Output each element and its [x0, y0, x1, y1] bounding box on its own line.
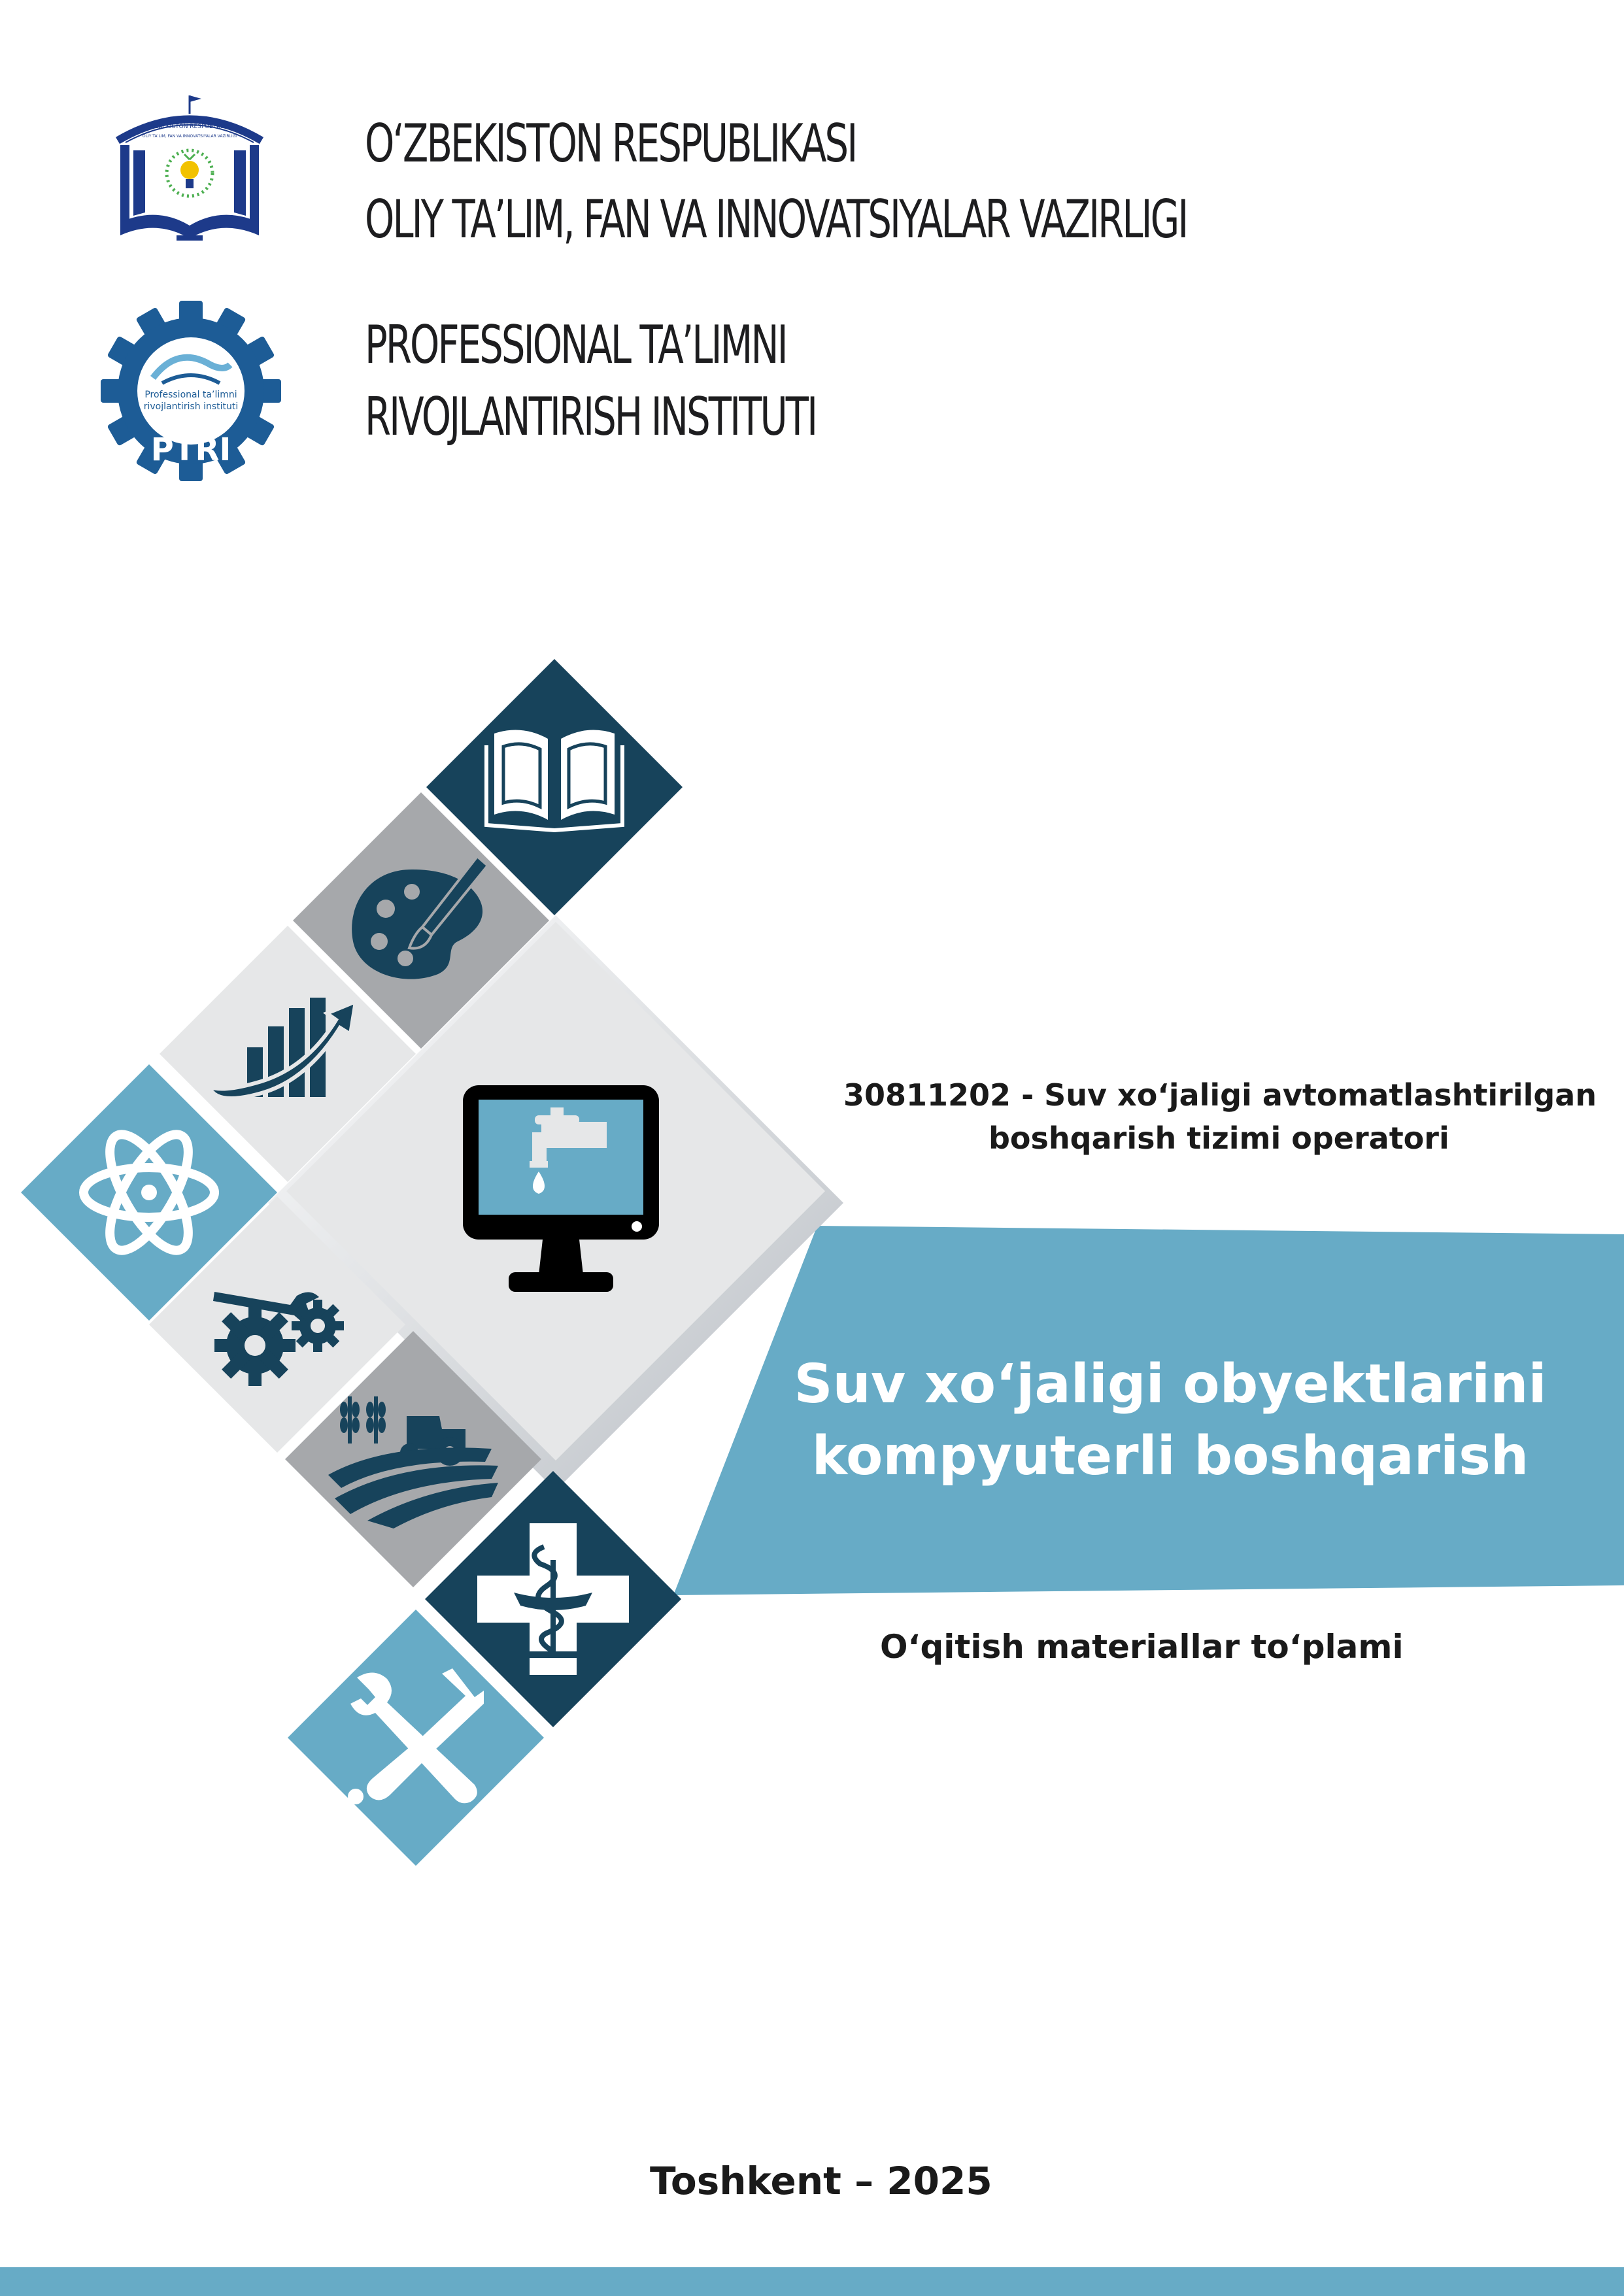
- institute-name-line1: PROFESSIONAL TA’LIMNI: [365, 314, 787, 375]
- ministry-logo-text-2: OLIY TA’LIM, FAN VA INNOVATSIYALAR VAZIRLIGI: [142, 134, 237, 139]
- institute-name-line2: RIVOJLANTIRISH INSTITUTI: [365, 386, 817, 447]
- ministry-logo-text-1: O‘ZBEKISTON RESPUBLIKASI: [147, 124, 232, 130]
- title-line1: Suv xo‘jaligi obyektlarini: [794, 1353, 1547, 1415]
- ministry-name-line1: O‘ZBEKISTON RESPUBLIKASI: [365, 113, 856, 174]
- ptri-logo-abbr: PTRI: [150, 431, 231, 468]
- ptri-logo-text-1: Professional ta’limni: [144, 390, 237, 400]
- subtitle: O‘qitish materiallar to‘plami: [880, 1628, 1404, 1666]
- title-line2: kompyuterli boshqarish: [811, 1425, 1529, 1487]
- specialty-line2: boshqarish tizimi operatori: [989, 1121, 1449, 1156]
- place-year: Toshkent – 2025: [650, 2159, 992, 2203]
- ministry-name-line2: OLIY TA’LIM, FAN VA INNOVATSIYALAR VAZIRLIGI: [365, 189, 1187, 250]
- ptri-logo-text-2: rivojlantirish instituti: [143, 401, 239, 412]
- bottom-bar: [0, 2267, 1624, 2296]
- specialty-line1: 30811202 - Suv xo‘jaligi avtomatlashtirilgan: [843, 1077, 1597, 1113]
